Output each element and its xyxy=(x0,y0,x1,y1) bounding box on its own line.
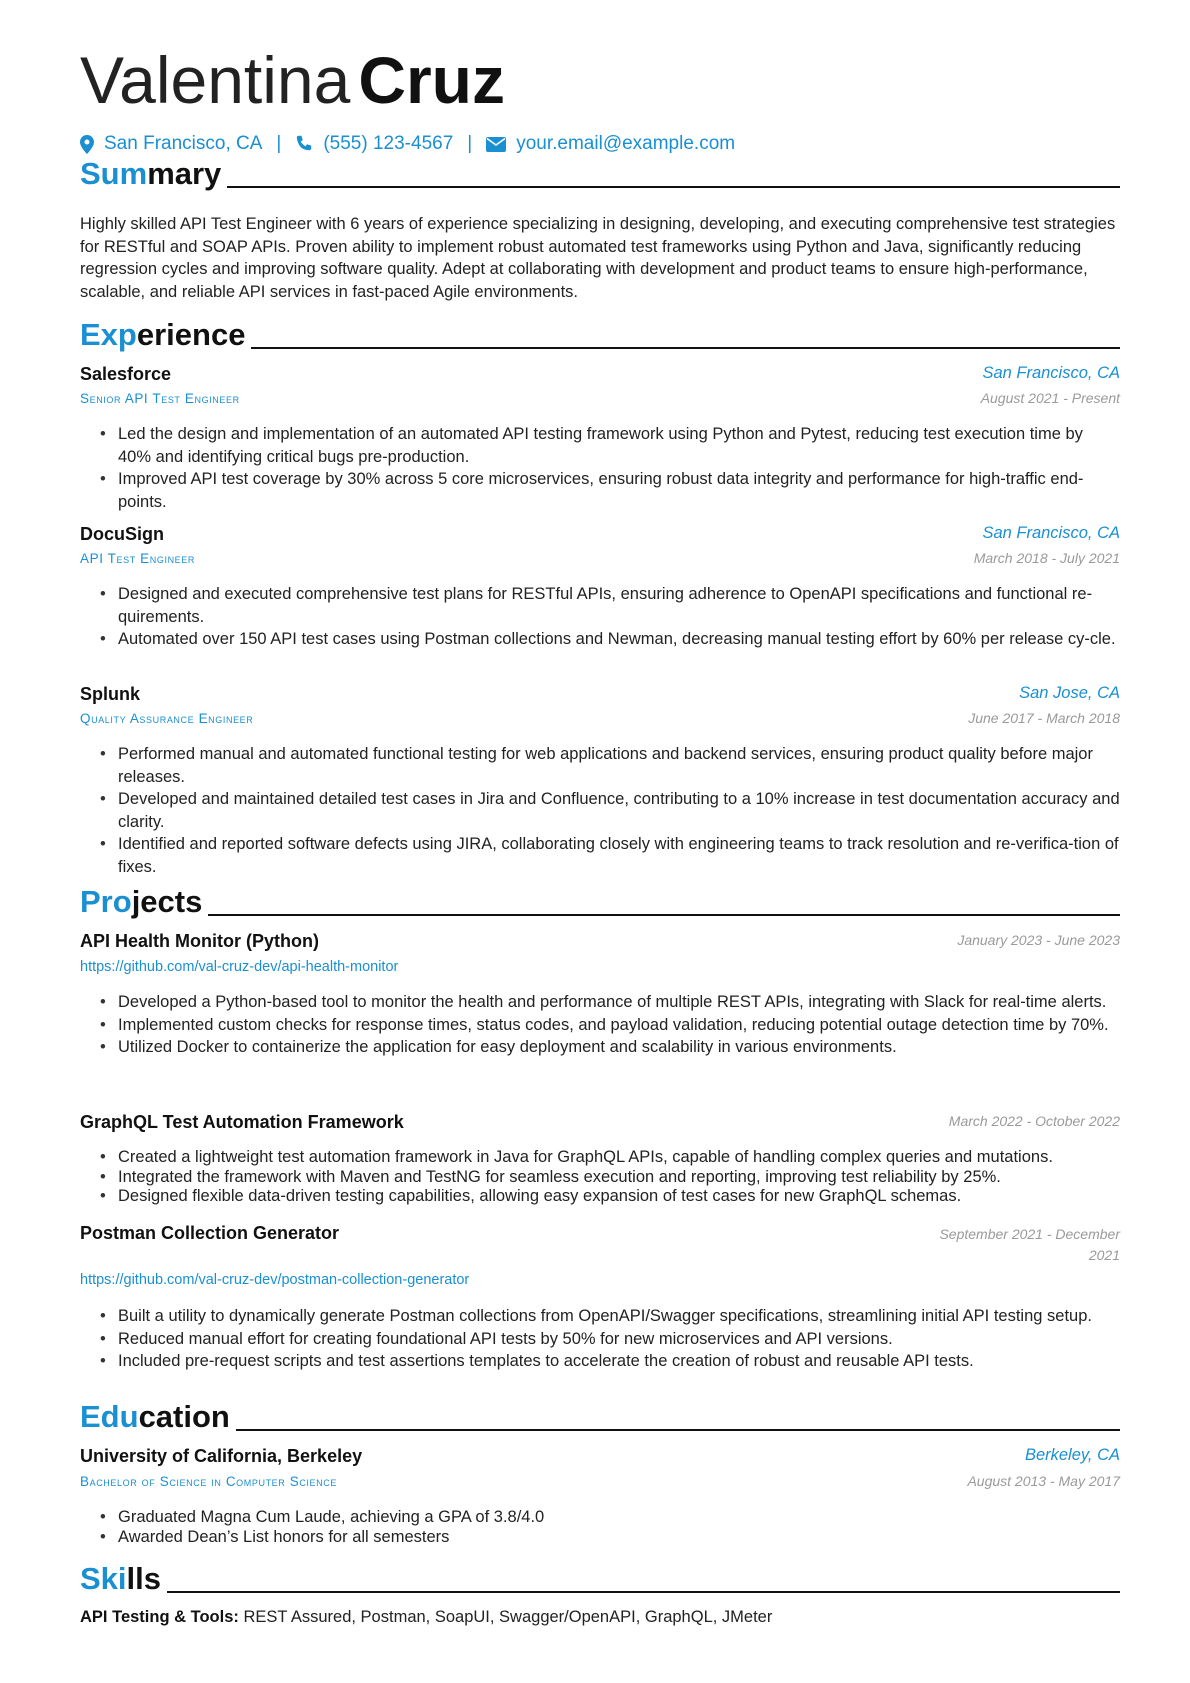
skills-value: REST Assured, Postman, SoapUI, Swagger/OpenAPI, GraphQL, JMeter xyxy=(238,1608,773,1626)
last-name: Cruz xyxy=(358,43,505,117)
location-pin-icon xyxy=(80,135,94,154)
degree: Bachelor of Science in Computer Science xyxy=(80,1474,337,1489)
job-company: Splunk xyxy=(80,684,141,704)
section-rule xyxy=(227,186,1120,188)
list-item: • Automated over 150 API test cases using Postman collections and Newman, decreasing manual testing effort by 60% per release cy-cle. xyxy=(98,628,1120,651)
school-location: Berkeley, CA xyxy=(1024,1446,1120,1464)
list-item: • Utilized Docker to containerize the application for easy deployment and scalability in various environments. xyxy=(98,1036,1120,1059)
list-item: • Identified and reported software defects using JIRA, collaborating closely with engineering teams to track resolution and re-verifica-tion of fixes. xyxy=(98,833,1120,878)
list-item: • Implemented custom checks for response times, status codes, and payload validation, reducing potential outage detection time by 70%. xyxy=(98,1014,1120,1037)
list-item: • Designed flexible data-driven testing capabilities, allowing easy expansion of test cases for new GraphQL schemas. xyxy=(98,1187,1120,1207)
section-heading-education: Education xyxy=(80,1399,1120,1435)
project-dates: January 2023 - June 2023 xyxy=(957,932,1120,948)
project-link[interactable]: https://github.com/val-cruz-dev/api-health-monitor xyxy=(80,959,399,975)
project-name: Postman Collection Generator xyxy=(80,1223,340,1243)
job-role: API Test Engineer xyxy=(80,551,195,566)
job-role: Senior API Test Engineer xyxy=(80,391,240,406)
contact-line xyxy=(80,133,735,155)
list-item: • Included pre-request scripts and test assertions templates to accelerate the creation of robust and reusable API tests. xyxy=(98,1350,1120,1373)
list-item: • Developed and maintained detailed test cases in Jira and Confluence, contributing to a 10% increase in test documentation accuracy and clarity. xyxy=(98,788,1120,833)
job-company: DocuSign xyxy=(80,524,164,544)
project-bullets xyxy=(98,991,1120,1059)
phone-icon xyxy=(295,135,313,153)
section-heading-skills: Skills xyxy=(80,1561,1120,1597)
list-item: • Awarded Dean’s List honors for all semesters xyxy=(98,1528,1120,1548)
project-dates: September 2021 - December 2021 xyxy=(939,1226,1120,1263)
section-heading-experience: Experience xyxy=(80,317,1120,353)
job-location: San Jose, CA xyxy=(1019,684,1120,702)
list-item: • Integrated the framework with Maven and TestNG for seamless execution and reporting, improving test reliability by 25%. xyxy=(98,1168,1120,1188)
envelope-icon xyxy=(486,137,506,152)
project-bullets xyxy=(98,1148,1120,1207)
skills-label: API Testing & Tools: xyxy=(80,1608,239,1626)
school-name: University of California, Berkeley xyxy=(80,1446,363,1466)
list-item: • Developed a Python-based tool to monitor the health and performance of multiple REST APIs, integrating with Slack for real-time alerts. xyxy=(98,991,1120,1014)
list-item: • Designed and executed comprehensive test plans for RESTful APIs, ensuring adherence to OpenAPI specifications and functional re-quirements. xyxy=(98,583,1120,628)
job-dates: March 2018 - July 2021 xyxy=(973,550,1120,566)
section-rule xyxy=(236,1429,1120,1431)
job-dates: August 2021 - Present xyxy=(980,390,1120,406)
project-bullets xyxy=(98,1305,1120,1373)
job-dates: June 2017 - March 2018 xyxy=(968,710,1120,726)
list-item: • Performed manual and automated functional testing for web applications and backend services, ensuring product quality before major releases. xyxy=(98,743,1120,788)
section-rule xyxy=(208,914,1120,916)
project-name: API Health Monitor (Python) xyxy=(80,931,319,951)
location-text: San Francisco, CA xyxy=(104,133,263,154)
section-rule xyxy=(167,1591,1120,1593)
education-dates: August 2013 - May 2017 xyxy=(967,1473,1120,1489)
first-name: Valentina xyxy=(80,43,351,117)
section-heading-summary: Summary xyxy=(80,156,1120,192)
summary-text: Highly skilled API Test Engineer with 6 years of experience specializing in designing, developing, and executing comprehensive test strategies for RESTful and SOAP APIs. Proven ability to implement robust automated test frameworks using Python and Java, significantly reducing regression cycles and improving software quality. Adept at collaborating with development and product teams to ensure high-performance, scalable, and reliable API services in fast-paced Agile environments. xyxy=(80,215,1116,301)
job-bullets xyxy=(98,423,1120,513)
list-item: • Reduced manual effort for creating foundational API tests by 50% for new microservices and API versions. xyxy=(98,1328,1120,1351)
phone-link[interactable]: (555) 123-4567 xyxy=(323,133,454,154)
education-bullets xyxy=(98,1508,1120,1547)
job-company: Salesforce xyxy=(80,364,172,384)
section-rule xyxy=(251,347,1120,349)
list-item: • Led the design and implementation of an automated API testing framework using Python and Pytest, reducing test execution time by 40% and identifying critical bugs pre-production. xyxy=(98,423,1120,468)
job-bullets xyxy=(98,583,1120,651)
separator: | xyxy=(467,133,473,154)
job-location: San Francisco, CA xyxy=(982,524,1120,542)
project-name: GraphQL Test Automation Framework xyxy=(80,1112,404,1132)
project-link[interactable]: https://github.com/val-cruz-dev/postman-collection-generator xyxy=(80,1272,470,1288)
skills-line xyxy=(80,1608,772,1627)
list-item: • Built a utility to dynamically generate Postman collections from OpenAPI/Swagger specifications, streamlining initial API testing setup. xyxy=(98,1305,1120,1328)
job-location: San Francisco, CA xyxy=(982,364,1120,382)
project-dates: March 2022 - October 2022 xyxy=(948,1113,1120,1129)
job-bullets xyxy=(98,743,1120,879)
list-item: • Created a lightweight test automation framework in Java for GraphQL APIs, capable of handling complex queries and mutations. xyxy=(98,1148,1120,1168)
email-link[interactable]: your.email@example.com xyxy=(516,133,736,154)
separator: | xyxy=(276,133,282,154)
list-item: • Graduated Magna Cum Laude, achieving a GPA of 3.8/4.0 xyxy=(98,1508,1120,1528)
section-heading-projects: Projects xyxy=(80,884,1120,920)
list-item: • Improved API test coverage by 30% across 5 core microservices, ensuring robust data integrity and performance for high-traffic end-points. xyxy=(98,468,1120,513)
name-heading xyxy=(80,40,505,120)
job-role: Quality Assurance Engineer xyxy=(80,711,254,726)
